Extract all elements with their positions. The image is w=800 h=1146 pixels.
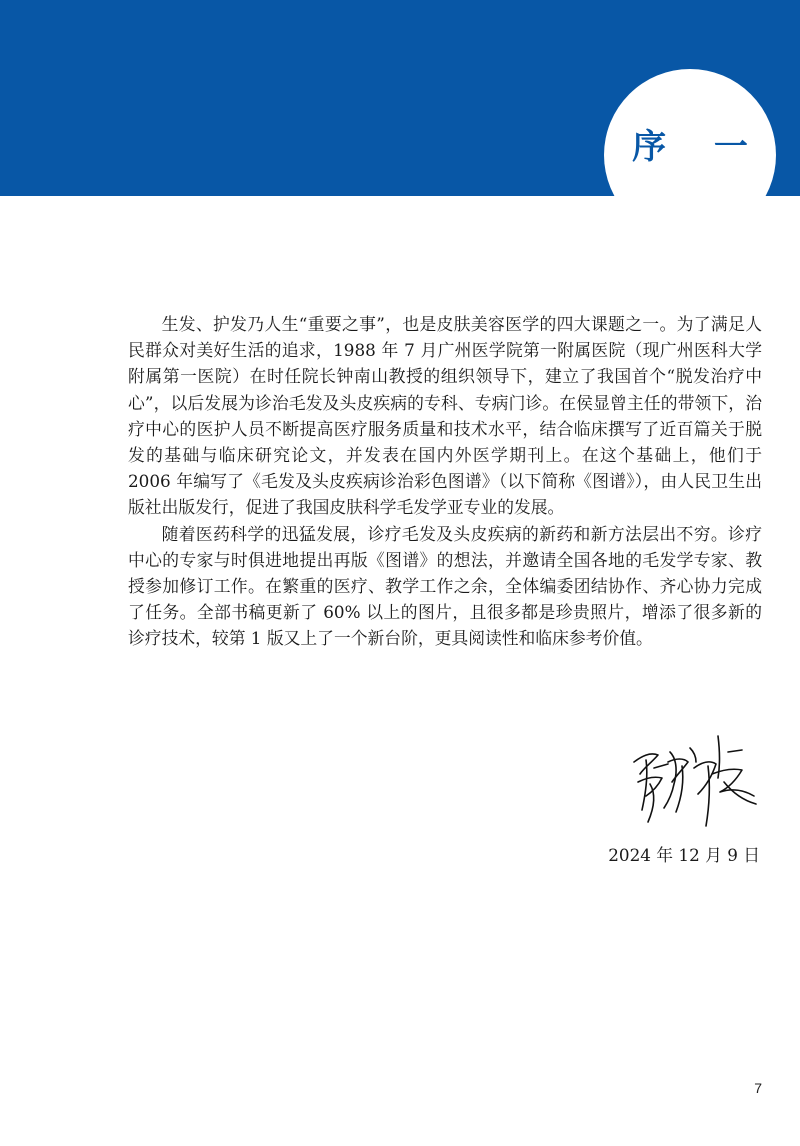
preface-date: 2024 年 12 月 9 日 bbox=[608, 845, 760, 865]
page-title: 序 一 bbox=[632, 127, 766, 167]
preface-paragraph-2: 随着医药科学的迅猛发展，诊疗毛发及头皮疾病的新药和新方法层出不穷。诊疗中心的专家与时俱进地提出再版《图谱》的想法，并邀请全国各地的毛发学专家、教授参加修订工作。在繁重的医疗、教学工作之余，全体编委团结协作、齐心协力完成了任务。全部书稿更新了 60% 以上的图片，且很多都是珍贵照片，增添了很多新的诊疗技术，较第 1 版又上了一个新台阶，更具阅读性和临床参考价值。 bbox=[128, 523, 762, 649]
preface-paragraph-1: 生发、护发乃人生“重要之事”，也是皮肤美容医学的四大课题之一。为了满足人民群众对美好生活的追求，1988 年 7 月广州医学院第一附属医院（现广州医科大学附属第一医院）在时任院长钟南山教授的组织领导下，建立了我国首个“脱发治疗中心”，以后发展为诊治毛发及头皮疾病的专科、专病门诊。在侯显曾主任的带领下，治疗中心的医护人员不断提高医疗服务质量和技术水平，结合临床撰写了近百篇关于脱发的基础与临床研究论文，并发表在国内外医学期刊上。在这个基础上，他们于 2006 年编写了《毛发及头皮疾病诊治彩色图谱》（以下简称《图谱》），由人民卫生出版社出版发行，促进了我国皮肤科学毛发学亚专业的发展。 bbox=[128, 314, 762, 518]
handwritten-signature bbox=[624, 722, 764, 834]
preface-body bbox=[128, 311, 762, 652]
page-number: 7 bbox=[754, 1080, 762, 1096]
